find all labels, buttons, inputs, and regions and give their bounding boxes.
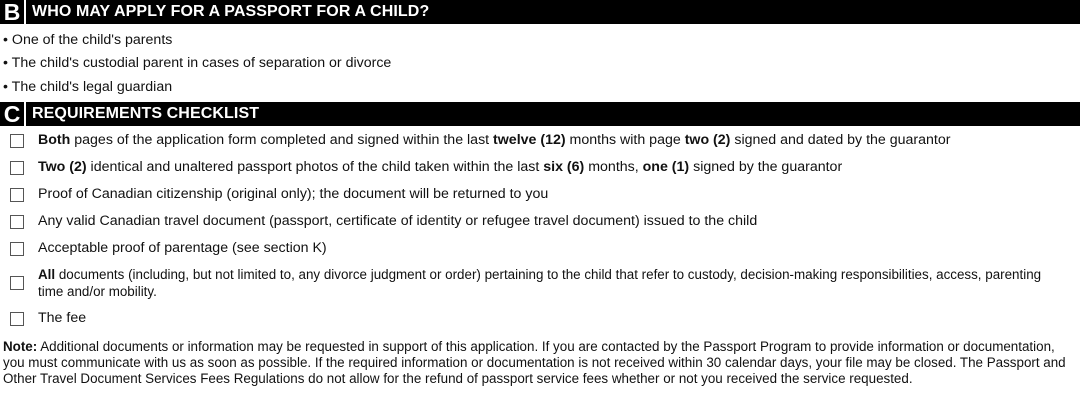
section-b-title: WHO MAY APPLY FOR A PASSPORT FOR A CHILD? [32, 3, 430, 20]
checklist-item-text [38, 132, 1068, 148]
section-b-header [0, 0, 1080, 24]
section-c-header [0, 102, 1080, 126]
checklist-item-text [38, 310, 1068, 326]
checkbox[interactable] [10, 161, 24, 175]
checklist-text-run: Both [38, 132, 71, 148]
checklist-text-run: pages of the application form completed and signed within the last [70, 132, 494, 148]
section-c-letter: C [0, 102, 26, 126]
checkbox[interactable] [10, 312, 24, 326]
checklist-item-text [38, 240, 1068, 256]
checkbox[interactable] [10, 215, 24, 229]
checklist-text-run: Proof of Canadian citizenship (original only); the document will be returned to you [38, 186, 549, 202]
checklist-text-run: months, [584, 159, 643, 175]
checkbox[interactable] [10, 188, 24, 202]
checklist-text-run: two (2) [684, 132, 731, 148]
checklist-text-run: signed and dated by the guarantor [730, 132, 951, 148]
checkbox[interactable] [10, 242, 24, 256]
checklist-text-run: signed by the guarantor [689, 159, 843, 175]
checklist-text-run: twelve (12) [493, 132, 566, 148]
checklist-text-run: documents (including, but not limited to, any divorce judgment or order) pertaining to the child that refer to custody, decision-making responsibilities, access, parenting time and/or mobility. [38, 267, 1042, 299]
checklist-item-text [38, 186, 1068, 202]
note-paragraph [3, 339, 1077, 387]
checklist-text-run: Two (2) [38, 159, 87, 175]
note-label: Note: [3, 339, 38, 354]
applicant-item: • The child's legal guardian [3, 79, 173, 95]
checklist-text-run: Acceptable proof of parentage (see section K) [38, 240, 327, 256]
checkbox[interactable] [10, 134, 24, 148]
checklist-text-run: one (1) [642, 159, 690, 175]
section-b-letter: B [0, 0, 26, 24]
checklist-text-run: six (6) [543, 159, 585, 175]
applicant-item: • The child's custodial parent in cases of separation or divorce [3, 55, 392, 71]
checkbox[interactable] [10, 276, 24, 290]
checklist-item-text [38, 159, 1068, 175]
note-text: Additional documents or information may be requested in support of this application. If you are contacted by the Passport Program to provide information or documentation, you must communicate with us as soon as possible. If the required information or documentation is not received within 30 calendar days, your file may be closed. The Passport and Other Travel Document Services Fees Regulations do not allow for the refund of passport service fees whether or not you received the service requested. [3, 339, 1066, 386]
checklist-item-text [38, 213, 1068, 229]
section-c-title: REQUIREMENTS CHECKLIST [32, 105, 260, 122]
checklist-text-run: identical and unaltered passport photos of the child taken within the last [86, 159, 544, 175]
applicant-item: • One of the child's parents [3, 32, 173, 48]
checklist-item-text [38, 266, 1068, 300]
checklist-text-run: The fee [38, 310, 87, 326]
checklist-text-run: All [38, 267, 56, 282]
checklist-text-run: Any valid Canadian travel document (passport, certificate of identity or refugee travel document) issued to the child [38, 213, 758, 229]
checklist-text-run: months with page [565, 132, 685, 148]
